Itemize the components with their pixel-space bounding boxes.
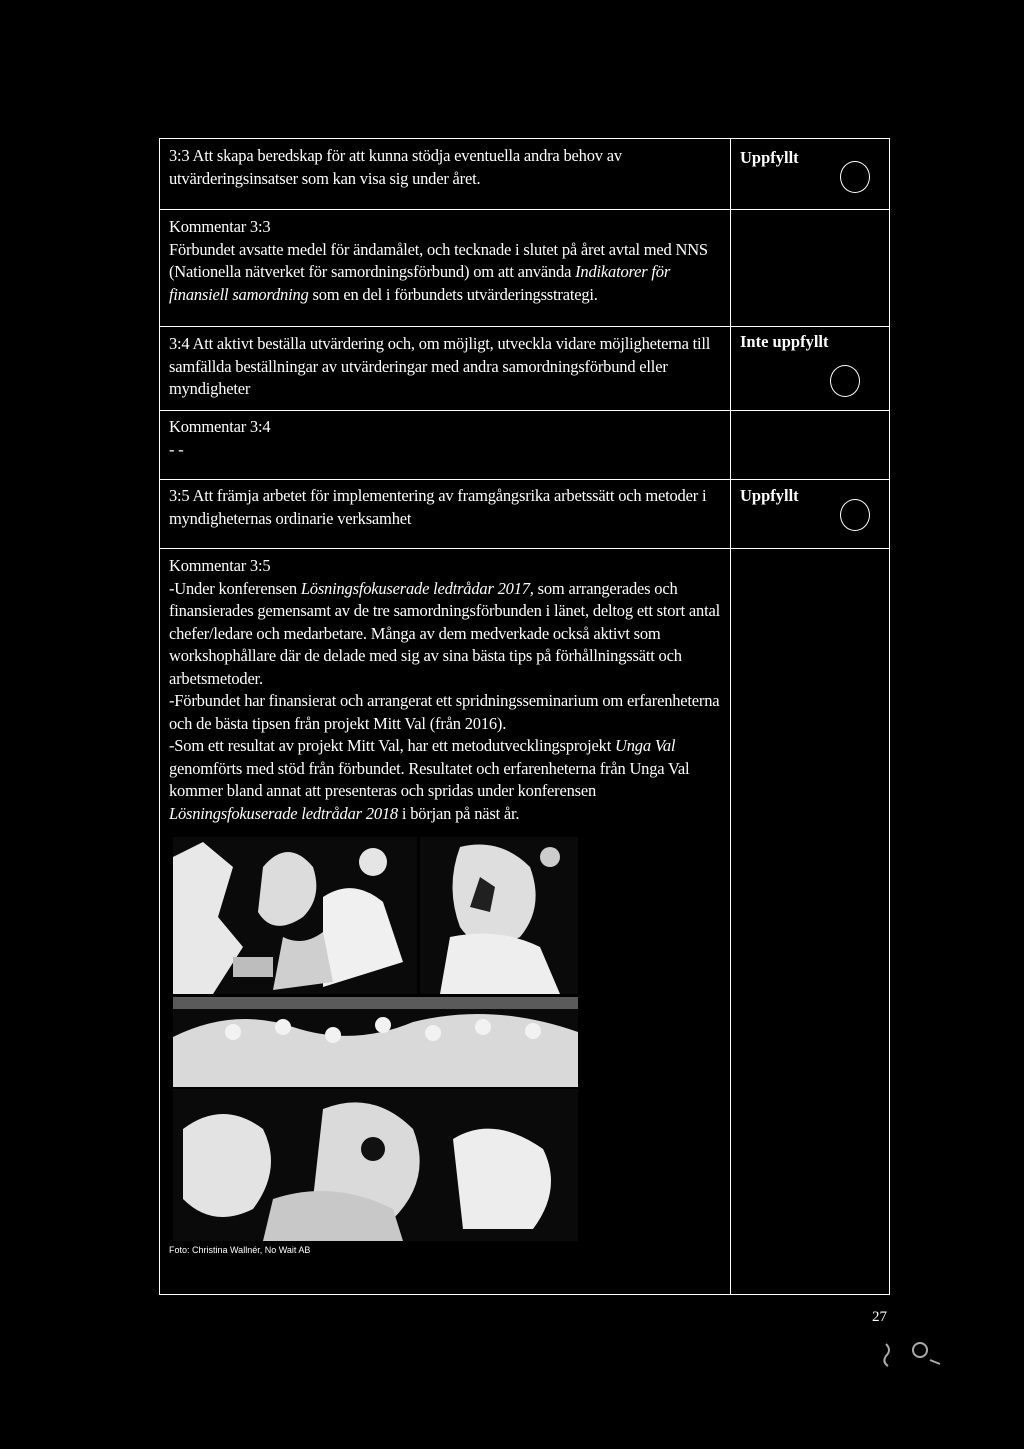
goal-3-3: 3:3 Att skapa beredskap för att kunna stödja eventuella andra behov av utvärderingsinsatser som kan visa sig under året. — [169, 146, 622, 188]
comment-title-3-5: Kommentar 3:5 — [169, 556, 271, 575]
row-divider — [160, 209, 889, 210]
comment-body-3-3: Förbundet avsatte medel för ändamålet, och tecknade i slutet på året avtal med NNS (Nationella nätverket för samordningsförbund) om att använda Indikatorer för finansiell samordning som en del i förbundets utvärderingsstrategi. — [169, 239, 708, 304]
comment-title-3-4: Kommentar 3:4 — [169, 417, 271, 436]
status-3-3: Uppfyllt — [740, 148, 799, 167]
column-divider — [730, 139, 731, 1294]
comment-3-5 — [169, 555, 721, 825]
comment-3-4 — [169, 416, 721, 461]
conference-photo — [173, 997, 578, 1087]
scan-artifact — [880, 1338, 950, 1374]
status-3-4: Inte uppfyllt — [740, 332, 829, 351]
status-3-5: Uppfyllt — [740, 486, 799, 505]
goal-3-4: 3:4 Att aktivt beställa utvärdering och, om möjligt, utveckla vidare möjligheterna till samfällda beställningar av utvärderingar med andra samordningsförbund eller myndigheter — [169, 334, 711, 398]
status-circle-icon — [840, 161, 870, 193]
photo-caption: Foto: Christina Wallnér, No Wait AB — [169, 1245, 311, 1255]
row-divider — [160, 479, 889, 480]
conference-photo — [173, 837, 417, 994]
comment-title-3-3: Kommentar 3:3 — [169, 217, 271, 236]
goal-3-5: 3:5 Att främja arbetet för implementering av framgångsrika arbetssätt och metoder i myndigheternas ordinarie verksamhet — [169, 486, 707, 528]
comment-3-3 — [169, 216, 721, 306]
page-number: 27 — [872, 1309, 887, 1325]
comment-paragraph-3: -Som ett resultat av projekt Mitt Val, har ett metodutvecklingsprojekt Unga Val genomförts med stöd från förbundet. Resultatet och erfarenheterna från Unga Val kommer bland annat att presenteras och spridas under konferensen Lösningsfokuserade ledtrådar 2018 i början på näst år. — [169, 736, 690, 823]
row-divider — [160, 410, 889, 411]
status-circle-icon — [840, 499, 870, 531]
conference-photo — [420, 837, 578, 994]
evaluation-table — [159, 138, 890, 1295]
conference-photo — [173, 1089, 578, 1241]
row-divider — [160, 548, 889, 549]
status-circle-icon — [830, 365, 860, 397]
row-divider — [160, 326, 889, 327]
comment-paragraph-2: -Förbundet har finansierat och arrangerat ett spridningsseminarium om erfarenheterna och de bästa tipsen från projekt Mitt Val (från 2016). — [169, 691, 720, 733]
comment-paragraph-1: -Under konferensen Lösningsfokuserade ledtrådar 2017, som arrangerades och finansierades gemensamt av de tre samordningsförbunden i länet, deltog ett stort antal chefer/ledare och medarbetare. Många av dem medverkade också aktivt som workshophållare där de delade med sig av sina bästa tips på förhållningssätt och arbetsmetoder. — [169, 578, 720, 688]
comment-body-3-4: - - — [169, 439, 184, 459]
